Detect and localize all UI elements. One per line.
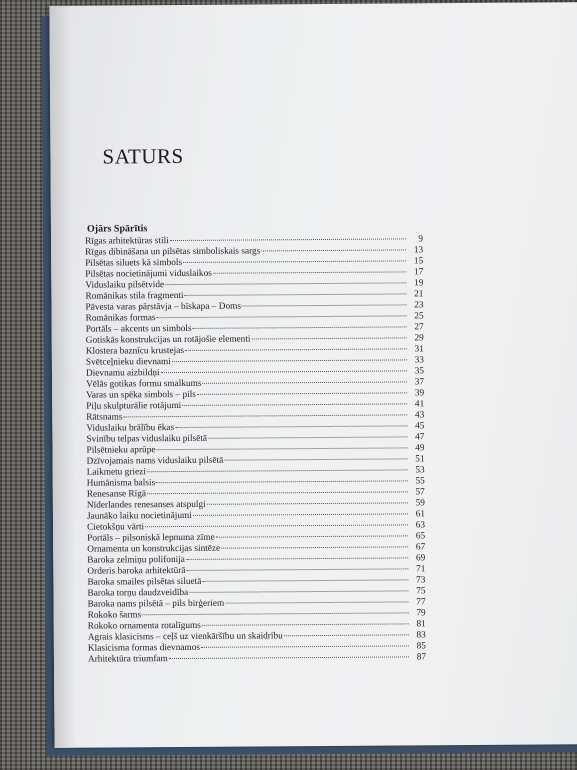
toc-entry-title: Klostera baznīcu krustejas bbox=[85, 345, 184, 357]
toc-entry-title: Pilsētas nocietinājumi viduslaikos bbox=[85, 268, 212, 280]
toc-entry-title: Romānikas formas bbox=[85, 313, 156, 324]
page-gutter bbox=[49, 6, 76, 748]
toc-leader-dots bbox=[221, 546, 408, 548]
toc-entry-page-number: 13 bbox=[413, 245, 424, 256]
toc-entry-title: Pilsētas siluets kā simbols bbox=[85, 257, 183, 269]
toc-entry-title: Baroka torņu daudzveidība bbox=[87, 587, 189, 599]
toc-entry-title: Ornamenta un konstrukcijas sintēze bbox=[87, 543, 221, 555]
toc-entry bbox=[88, 652, 426, 665]
toc-entry-page-number: 47 bbox=[415, 432, 425, 443]
toc-entry-page-number: 71 bbox=[416, 564, 426, 575]
toc-entry-title: Varas un spēka simbols – pils bbox=[86, 389, 196, 401]
toc-entry-page-number: 37 bbox=[414, 377, 425, 388]
toc-entry-page-number: 59 bbox=[415, 498, 425, 509]
toc-leader-dots bbox=[172, 359, 407, 362]
toc-entry-title: Piļu skulpturālie rotājumi bbox=[86, 400, 182, 412]
toc-entry-title: Rīgas dibināšana un pilsētas simboliskais sargs bbox=[85, 246, 261, 258]
toc-entry-page-number: 43 bbox=[414, 410, 425, 421]
toc-entry-title: Portāls – pilsoniskā lepnuma zīme bbox=[87, 532, 215, 544]
toc-entry-page-number: 69 bbox=[415, 553, 426, 564]
toc-leader-dots bbox=[147, 491, 408, 494]
toc-entry-page-number: 29 bbox=[414, 333, 424, 344]
toc-entry-title: Romānikas stila fragmenti bbox=[85, 290, 184, 302]
toc-leader-dots bbox=[161, 370, 407, 373]
toc-entry-page-number: 39 bbox=[414, 388, 425, 399]
toc-entry-title: Baroka nams pilsētā – pils birģeriem bbox=[87, 598, 225, 610]
toc-entry-page-number: 53 bbox=[415, 465, 425, 476]
toc-leader-dots bbox=[224, 458, 407, 460]
toc-leader-dots bbox=[213, 271, 406, 273]
toc-entry-page-number: 79 bbox=[416, 608, 426, 619]
toc-leader-dots bbox=[147, 469, 408, 472]
toc-leader-dots bbox=[170, 238, 406, 241]
toc-leader-dots bbox=[165, 282, 406, 285]
toc-leader-dots bbox=[156, 447, 407, 450]
table-of-contents bbox=[85, 234, 426, 665]
toc-entry-page-number: 35 bbox=[414, 366, 425, 377]
toc-entry-page-number: 31 bbox=[414, 344, 424, 355]
toc-entry-page-number: 25 bbox=[414, 311, 424, 322]
toc-entry-page-number: 83 bbox=[416, 630, 426, 641]
page-title: SATURS bbox=[102, 143, 184, 169]
toc-entry-page-number: 21 bbox=[414, 289, 424, 300]
toc-leader-dots bbox=[251, 337, 406, 339]
toc-leader-dots bbox=[202, 579, 408, 581]
toc-entry-page-number: 23 bbox=[414, 300, 424, 311]
author-name: Ojārs Spārītis bbox=[86, 223, 148, 235]
toc-leader-dots bbox=[186, 568, 408, 571]
book-page bbox=[49, 2, 577, 748]
toc-entry-title: Laikmetu griezi bbox=[86, 467, 146, 478]
toc-entry-title: Jaunāko laiku nocietinājumi bbox=[86, 510, 192, 522]
toc-entry-title: Renesanse Rīgā bbox=[86, 489, 146, 500]
toc-leader-dots bbox=[157, 315, 407, 318]
toc-leader-dots bbox=[225, 601, 408, 603]
toc-entry-page-number: 85 bbox=[416, 641, 426, 652]
toc-entry-page-number: 41 bbox=[414, 399, 425, 410]
toc-leader-dots bbox=[186, 557, 408, 560]
toc-entry-page-number: 87 bbox=[416, 652, 427, 663]
toc-leader-dots bbox=[202, 381, 407, 383]
toc-leader-dots bbox=[123, 414, 407, 417]
toc-entry-page-number: 63 bbox=[415, 520, 426, 531]
toc-entry-page-number: 15 bbox=[413, 256, 424, 267]
toc-entry-title: Rātsnams bbox=[86, 412, 123, 423]
toc-entry-page-number: 9 bbox=[418, 234, 424, 245]
toc-entry-page-number: 51 bbox=[415, 454, 425, 465]
toc-entry-title: Vēlās gotikas formu smalkums bbox=[86, 378, 202, 390]
toc-entry-page-number: 81 bbox=[416, 619, 426, 630]
toc-entry-title: Viduslaiku brālību ēkas bbox=[86, 423, 175, 434]
toc-leader-dots bbox=[175, 425, 407, 428]
toc-entry-page-number: 77 bbox=[416, 597, 426, 608]
toc-entry-page-number: 55 bbox=[415, 476, 425, 487]
toc-leader-dots bbox=[185, 348, 407, 351]
toc-leader-dots bbox=[197, 392, 407, 394]
toc-entry-page-number: 45 bbox=[415, 421, 425, 432]
toc-entry-title: Orderis baroka arhitektūrā bbox=[87, 565, 186, 577]
toc-entry-page-number: 33 bbox=[414, 355, 424, 366]
toc-entry-page-number: 61 bbox=[415, 509, 426, 520]
toc-leader-dots bbox=[185, 293, 407, 296]
toc-leader-dots bbox=[156, 480, 408, 483]
toc-entry-title: Pilsētnieku aprūpe bbox=[86, 445, 156, 456]
toc-leader-dots bbox=[183, 260, 406, 263]
toc-leader-dots bbox=[142, 612, 409, 615]
toc-leader-dots bbox=[202, 623, 409, 625]
toc-entry-page-number: 49 bbox=[415, 443, 425, 454]
toc-leader-dots bbox=[182, 403, 407, 406]
toc-entry-title: Baroka zelmiņu polifonija bbox=[87, 554, 185, 566]
toc-leader-dots bbox=[145, 524, 408, 527]
toc-entry-title: Portāls – akcents un simbols bbox=[85, 323, 192, 335]
toc-entry-title: Svinību telpas viduslaiku pilsētā bbox=[86, 433, 208, 445]
toc-entry-page-number: 19 bbox=[414, 278, 424, 289]
toc-entry-page-number: 17 bbox=[413, 267, 424, 278]
toc-entry-page-number: 65 bbox=[415, 531, 426, 542]
toc-entry-title: Baroka smailes pilsētas siluetā bbox=[87, 576, 202, 588]
toc-leader-dots bbox=[261, 249, 406, 251]
toc-leader-dots bbox=[193, 513, 408, 516]
toc-entry-title: Arhitektūra triumfam bbox=[87, 654, 168, 665]
toc-leader-dots bbox=[284, 634, 409, 636]
toc-leader-dots bbox=[193, 326, 407, 328]
toc-entry-title: Svētceļnieku dievnami bbox=[85, 357, 171, 368]
toc-leader-dots bbox=[207, 502, 408, 504]
toc-leader-dots bbox=[208, 436, 407, 438]
toc-entry-title: Agrais klasicisms – ceļš uz vienkāršību un skaidrību bbox=[87, 631, 283, 643]
toc-entry-title: Nīderlandes renesanses atspulgi bbox=[86, 499, 206, 511]
toc-leader-dots bbox=[201, 645, 409, 647]
toc-entry-title: Dievnamu aizbildņi bbox=[85, 368, 160, 379]
toc-leader-dots bbox=[189, 590, 408, 593]
toc-entry-page-number: 73 bbox=[416, 575, 426, 586]
toc-entry-title: Rokoko ornamenta rotalīgums bbox=[87, 620, 201, 632]
toc-leader-dots bbox=[216, 535, 408, 537]
toc-entry-page-number: 27 bbox=[414, 322, 424, 333]
toc-entry-title: Dzīvojamais nams viduslaiku pilsētā bbox=[86, 455, 224, 467]
toc-entry-title: Rīgas arhitektūras stili bbox=[85, 236, 169, 247]
toc-entry-title: Cietokšņu vārti bbox=[87, 522, 145, 533]
toc-entry-title: Humānisma balsis bbox=[86, 478, 156, 489]
toc-entry-title: Klasicisma formas dievnamos bbox=[87, 642, 200, 654]
toc-entry-page-number: 75 bbox=[416, 586, 426, 597]
toc-entry-title: Pāvesta varas pārstāvja – bīskapa – Doms bbox=[85, 301, 241, 313]
toc-entry-title: Gotiskās konstrukcijas un rotājošie elementi bbox=[85, 334, 251, 346]
toc-leader-dots bbox=[242, 304, 407, 306]
toc-leader-dots bbox=[169, 656, 409, 659]
toc-entry-title: Viduslaiku pilsētvide bbox=[85, 280, 165, 291]
toc-entry-page-number: 67 bbox=[415, 542, 426, 553]
toc-entry-page-number: 57 bbox=[415, 487, 425, 498]
toc-entry-title: Rokoko šarms bbox=[87, 610, 142, 621]
